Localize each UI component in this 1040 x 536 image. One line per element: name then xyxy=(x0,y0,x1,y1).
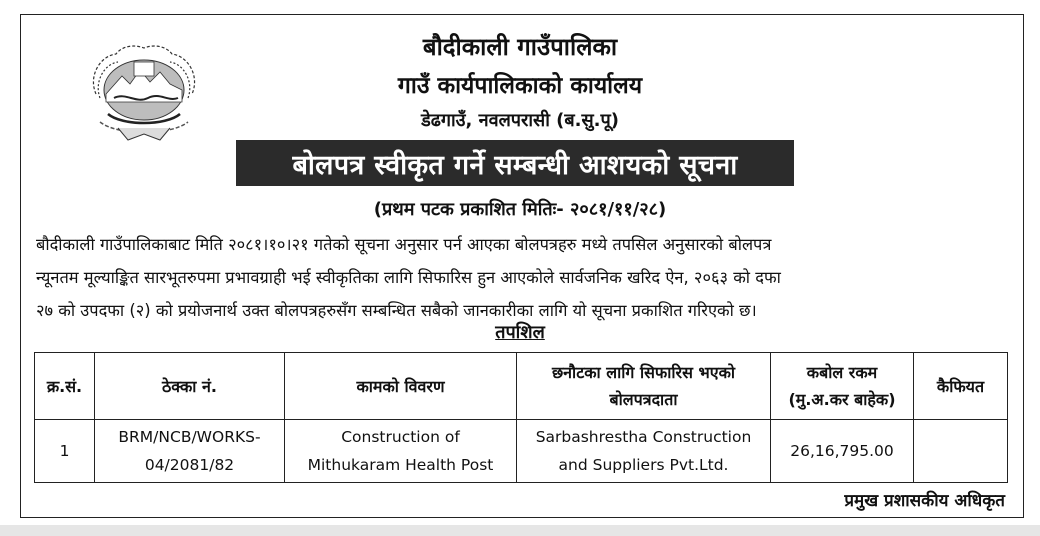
header-bidder-line: छनौटका लागि सिफारिस भएको xyxy=(551,363,736,382)
table-header-row xyxy=(35,353,1008,420)
office-name: गाउँ कार्यपालिकाको कार्यालय xyxy=(397,73,643,99)
header-amount-line: (मु.अ.कर बाहेक) xyxy=(788,390,896,409)
notice-body-line: बौदीकाली गाउँपालिकाबाट मिति २०८१।१०।२१ गतेको सूचना अनुसार पर्न आएका बोलपत्रहरु मध्ये तपसिल अनुसारको बोलपत्र xyxy=(36,235,772,254)
header-amount-line: कबोल रकम xyxy=(806,363,878,382)
notice-title: बोलपत्र स्वीकृत गर्ने सम्बन्धी आशयको सूचना xyxy=(292,149,738,181)
signatory-designation: प्रमुख प्रशासकीय अधिकृत xyxy=(844,491,1005,511)
header-recommended-bidder xyxy=(517,353,771,420)
table-row xyxy=(35,420,1008,483)
header-contract-number: ठेक्का नं. xyxy=(95,353,285,420)
bidder-line: and Suppliers Pvt.Ltd. xyxy=(558,456,729,474)
cell-contract-number xyxy=(95,420,285,483)
cell-recommended-bidder xyxy=(517,420,771,483)
cell-work-description xyxy=(285,420,517,483)
municipality-name: बौदीकाली गाउँपालिका xyxy=(422,33,618,61)
notice-body-line: न्यूनतम मूल्याङ्कित सारभूतरुपमा प्रभावग्राही भई स्वीकृतिका लागि सिफारिस हुन आएकोले सार्वजनिक खरिद ऐन, २०६३ को दफा xyxy=(36,268,781,287)
description-line: Construction of xyxy=(341,428,460,446)
description-line: Mithukaram Health Post xyxy=(307,456,494,474)
header-remarks: कैफियत xyxy=(914,353,1008,420)
bidder-line: Sarbashrestha Construction xyxy=(535,428,752,446)
cell-remarks xyxy=(914,420,1008,483)
notice-body-line: २७ को उपदफा (२) को प्रयोजनार्थ उक्त बोलपत्रहरुसँग सम्बन्धित सबैको जानकारीका लागि यो सूचना प्रकाशित गरिएको छ। xyxy=(36,301,757,320)
schedule-heading: तपशिल xyxy=(495,322,545,343)
notice-title-banner xyxy=(236,140,794,186)
notice-body xyxy=(36,228,1011,327)
cell-serial-number: 1 xyxy=(35,420,95,483)
publication-date: (प्रथम पटक प्रकाशित मितिः- २०८१/११/२८) xyxy=(373,199,667,220)
contract-line: BRM/NCB/WORKS- xyxy=(118,428,261,446)
page-bottom-edge xyxy=(0,525,1040,536)
header-serial-number: क्र.सं. xyxy=(35,353,95,420)
header-bidder-line: बोलपत्रदाता xyxy=(609,390,678,409)
office-address: डेढगाउँ, नवलपरासी (ब.सु.पू) xyxy=(421,110,619,131)
bid-schedule-table xyxy=(34,352,1008,483)
header-bid-amount xyxy=(771,353,914,420)
contract-line: 04/2081/82 xyxy=(144,456,235,474)
cell-bid-amount: 26,16,795.00 xyxy=(771,420,914,483)
header-work-description: कामको विवरण xyxy=(285,353,517,420)
